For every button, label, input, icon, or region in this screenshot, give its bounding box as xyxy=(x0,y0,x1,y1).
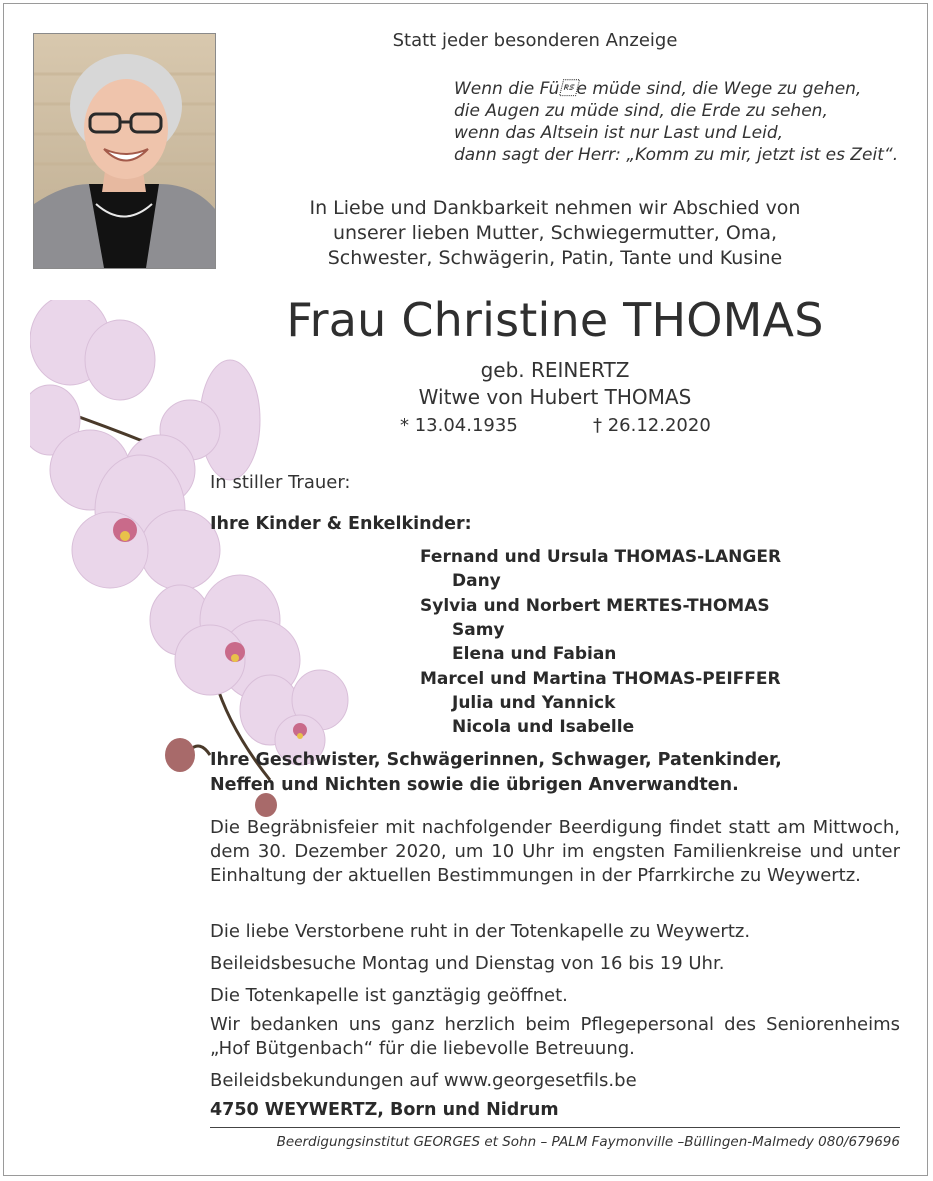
mourning-intro: In stiller Trauer: xyxy=(210,472,351,493)
intro-line: In Liebe und Dankbarkeit nehmen wir Abschied von xyxy=(309,197,801,219)
grandchild: Nicola und Isabelle xyxy=(452,717,635,737)
deceased-name: Frau Christine THOMAS xyxy=(286,293,824,347)
grandchild: Dany xyxy=(452,571,501,591)
other-relatives xyxy=(210,748,910,798)
thanks-info: Wir bedanken uns ganz herzlich beim Pflegepersonal des Seniorenheims „Hof Bütgenbach“ für die liebevolle Betreuung. xyxy=(210,1014,900,1059)
chapel-info: Die Totenkapelle ist ganztägig geöffnet. xyxy=(210,985,568,1006)
grandchild: Samy xyxy=(452,620,505,640)
grandchild: Elena und Fabian xyxy=(452,644,617,664)
family-parents: Sylvia und Norbert MERTES-THOMAS xyxy=(420,596,770,616)
condolences-info: Beileidsbekundungen auf www.georgesetfils.be xyxy=(210,1070,637,1091)
relatives-line: Neffen und Nichten sowie die übrigen Anverwandten. xyxy=(210,775,739,795)
poem-line: die Augen zu müde sind, die Erde zu sehen, xyxy=(454,101,828,121)
intro-line: Schwester, Schwägerin, Patin, Tante und Kusine xyxy=(327,247,783,269)
grandchild: Julia und Yannick xyxy=(452,693,616,713)
portrait-photo xyxy=(33,33,216,269)
header-line: Statt jeder besonderen Anzeige xyxy=(392,30,678,51)
maiden-name: geb. REINERTZ xyxy=(480,358,630,382)
funeral-info: Die Begräbnisfeier mit nachfolgender Beerdigung findet statt am Mittwoch, dem 30. Dezember 2020, um 10 Uhr im engsten Familienkreise und unter Einhaltung der aktuellen Bestimmungen in der Pfarrkirche zu Weywertz. xyxy=(210,817,900,886)
death-date: † 26.12.2020 xyxy=(593,415,711,436)
funeral-home-footer: Beerdigungsinstitut GEORGES et Sohn – PALM Faymonville –Büllingen-Malmedy 080/679696 xyxy=(276,1134,900,1150)
intro-line: unserer lieben Mutter, Schwiegermutter, Oma, xyxy=(332,222,778,244)
children-heading: Ihre Kinder & Enkelkinder: xyxy=(210,514,472,534)
intro-text xyxy=(240,196,870,271)
widow-of: Witwe von Hubert THOMAS xyxy=(418,385,692,409)
family-parents: Marcel und Martina THOMAS-PEIFFER xyxy=(420,669,781,689)
poem-line: Wenn die Fü e müde sind, die Wege zu gehen, xyxy=(454,79,862,99)
rest-info: Die liebe Verstorbene ruht in der Totenkapelle zu Weywertz. xyxy=(210,921,751,942)
address: 4750 WEYWERTZ, Born und Nidrum xyxy=(210,1100,559,1120)
poem xyxy=(454,78,914,166)
poem-line: wenn das Altsein ist nur Last und Leid, xyxy=(454,123,784,143)
visits-info: Beileidsbesuche Montag und Dienstag von 16 bis 19 Uhr. xyxy=(210,953,725,974)
birth-date: * 13.04.1935 xyxy=(400,415,518,436)
poem-line: dann sagt der Herr: „Komm zu mir, jetzt ist es Zeit“. xyxy=(454,145,899,165)
family-parents: Fernand und Ursula THOMAS-LANGER xyxy=(420,547,782,567)
relatives-line: Ihre Geschwister, Schwägerinnen, Schwager, Patenkinder, xyxy=(210,750,782,770)
life-dates xyxy=(400,415,730,436)
footer-divider xyxy=(210,1127,900,1128)
